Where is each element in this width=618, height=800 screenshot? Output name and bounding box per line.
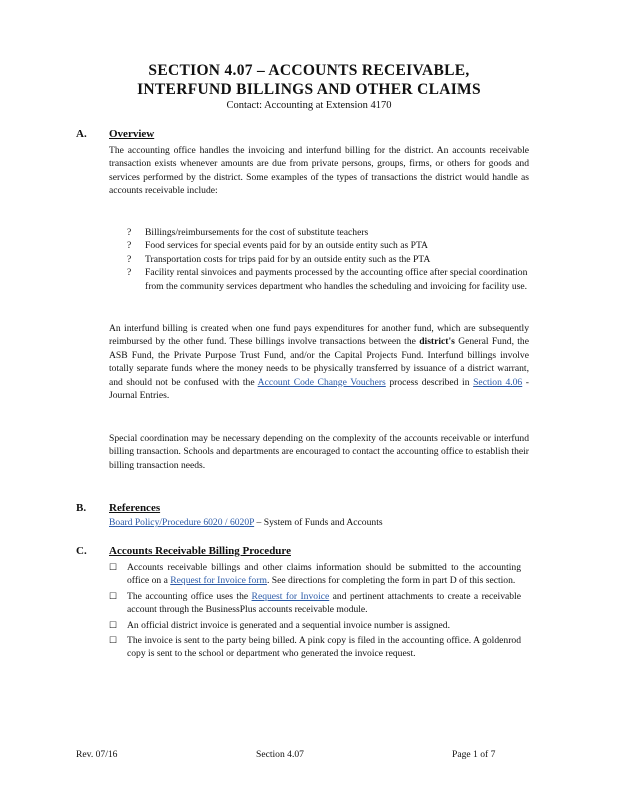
reference-text: – System of Funds and Accounts	[254, 517, 383, 528]
interfund-text-3: process described in	[385, 376, 474, 388]
interfund-text-bold: district's	[419, 336, 455, 348]
checkbox-icon: ☐	[109, 635, 118, 646]
list-item-text: Transportation costs for trips paid for by an outside entity such as the PTA	[145, 253, 431, 265]
checkbox-icon: ☐	[109, 619, 118, 630]
section-title-line-2: INTERFUND BILLINGS AND OTHER CLAIMS	[137, 81, 481, 98]
list-item	[109, 561, 521, 588]
section-c-heading: Accounts Receivable Billing Procedure	[109, 545, 291, 557]
section-b-heading: References	[109, 502, 161, 514]
footer-revision: Rev. 07/16	[76, 749, 118, 760]
section-4-06-link[interactable]: Section 4.06	[473, 376, 523, 388]
list-item	[127, 226, 537, 239]
list-item	[127, 253, 537, 266]
interfund-text-2: General Fund, the ASB Fund, the Private Purpose Trust Fund, and/or the Capital Projects Fund. Interfund billings involve totally separate funds where the money needs to be physically transferred by issuance of a district warrant, and should not be confused with the	[109, 336, 529, 388]
list-item	[127, 266, 537, 293]
bullet-mark: ?	[127, 253, 132, 265]
procedure-text-4: The invoice is sent to the party being billed. A pink copy is filed in the accounting office. A goldenrod copy is sent to the school or department who generated the invoice request.	[127, 635, 521, 660]
bullet-mark: ?	[127, 240, 132, 252]
procedure-text-2a: The accounting office uses the	[127, 590, 252, 602]
procedure-text-2b: and pertinent attachments to create a receivable account through the BusinessPlus accounts receivable module.	[127, 590, 521, 616]
procedure-text-1a: Accounts receivable billings and other claims information should be submitted to the accounting office on a	[127, 562, 521, 587]
procedure-text-3: An official district invoice is generated and a sequential invoice number is assigned.	[127, 619, 450, 631]
section-c-letter: C.	[76, 545, 87, 557]
section-a-letter: A.	[76, 128, 87, 140]
bullet-mark: ?	[127, 267, 132, 279]
list-item-text: Food services for special events paid for by an outside entity such as PTA	[145, 240, 428, 252]
interfund-text-4: - Journal Entries.	[109, 376, 530, 402]
list-item-text: Billings/reimbursements for the cost of substitute teachers	[145, 227, 369, 238]
special-coordination-paragraph: Special coordination may be necessary depending on the complexity of the accounts receivable or interfund billing transaction. Schools and departments are encouraged to contact the accounting office to establish their billing transaction needs.	[109, 433, 529, 471]
list-item-text: Facility rental sinvoices and payments processed by the accounting office after special coordination from the community services department who handles the scheduling and invoicing for facility use.	[145, 267, 528, 292]
section-b-letter: B.	[76, 502, 87, 514]
procedure-list	[109, 561, 521, 663]
bullet-mark: ?	[127, 227, 132, 238]
footer-section: Section 4.07	[256, 749, 304, 760]
checkbox-icon: ☐	[109, 562, 118, 572]
list-item	[109, 619, 521, 632]
request-for-invoice-link[interactable]: Request for Invoice	[251, 590, 330, 602]
section-title-line-1: SECTION 4.07 – ACCOUNTS RECEIVABLE,	[148, 62, 470, 79]
footer-page-number: Page 1 of 7	[452, 749, 496, 760]
list-item	[127, 239, 537, 252]
checkbox-icon: ☐	[109, 590, 118, 601]
interfund-text-1: An interfund billing is created when one fund pays expenditures for another fund, which are subsequently reimbursed by the other fund. These billings involve transactions between the	[109, 323, 529, 348]
account-code-change-vouchers-link[interactable]: Account Code Change Vouchers	[257, 376, 386, 388]
overview-paragraph: The accounting office handles the invoicing and interfund billing for the district. An accounts receivable transaction exists whenever amounts are due from private persons, groups, firms, or others for goods and services performed by the district. Some examples of the types of transactions the district would handle as accounts receivable include:	[109, 145, 529, 197]
request-for-invoice-form-link[interactable]: Request for Invoice form	[170, 575, 267, 587]
example-list	[127, 226, 537, 293]
reference-line	[109, 517, 383, 528]
list-item	[109, 634, 521, 661]
section-a-heading: Overview	[109, 128, 155, 140]
interfund-paragraph	[109, 322, 529, 402]
contact-line: Contact: Accounting at Extension 4170	[226, 100, 392, 111]
procedure-text-1b: . See directions for completing the form in part D of this section.	[266, 575, 516, 587]
list-item	[109, 590, 521, 617]
board-policy-link[interactable]: Board Policy/Procedure 6020 / 6020P	[109, 517, 255, 528]
